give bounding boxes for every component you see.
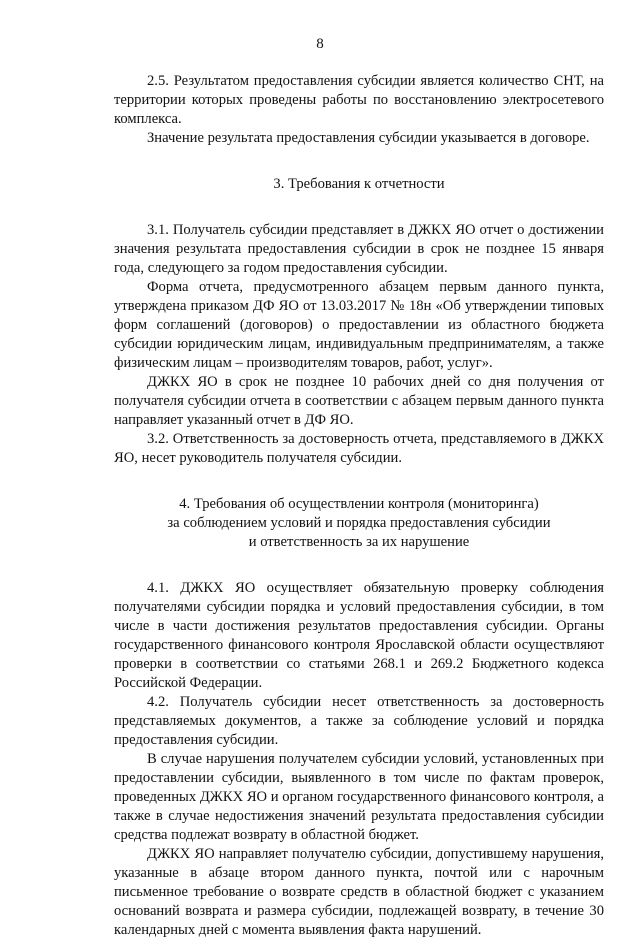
paragraph-3-2: 3.2. Ответственность за достоверность отчета, представляемого в ДЖКХ ЯО, несет руководитель получателя субсидии. [114, 431, 604, 466]
section-heading-4-line-1: 4. Требования об осуществлении контроля (мониторинга) [179, 496, 539, 512]
paragraph-violation: В случае нарушения получателем субсидии условий, установленных при предоставлении субсидии, выявленного в том числе по фактам проверок, проведенных ДЖКХ ЯО и органом государственного финансового контроля, а также в случае недостижения значений результата предоставления субсидии средства подлежат возврату в областной бюджет. [114, 751, 604, 843]
section-heading-4-line-3: и ответственность за их нарушение [248, 534, 470, 550]
section-heading-4-line-2: за соблюдением условий и порядка предоставления субсидии [167, 515, 551, 531]
paragraph-report-forwarding: ДЖКХ ЯО в срок не позднее 10 рабочих дней со дня получения от получателя субсидии отчета в соответствии с абзацем первым данного пункта направляет указанный отчет в ДФ ЯО. [114, 374, 604, 428]
paragraph-report-form: Форма отчета, предусмотренного абзацем первым данного пункта, утверждена приказом ДФ ЯО от 13.03.2017 № 18н «Об утверждении типовых форм соглашений (договоров) о предоставлении из областного бюджета субсидии юридическим лицам, индивидуальным предпринимателям, а также физическим лицам – производителям товаров, работ, услуг». [114, 279, 604, 371]
paragraph-3-1: 3.1. Получатель субсидии представляет в ДЖКХ ЯО отчет о достижении значения результата предоставления субсидии в срок не позднее 15 января года, следующего за годом предоставления субсидии. [114, 222, 604, 276]
paragraph-4-2: 4.2. Получатель субсидии несет ответственность за достоверность представляемых документов, а также за соблюдение условий и порядка предоставления субсидии. [114, 694, 604, 748]
paragraph-4-1: 4.1. ДЖКХ ЯО осуществляет обязательную проверку соблюдения получателями субсидии порядка и условий предоставления субсидии, в том числе в части достижения результатов предоставления субсидии. Органы государственного финансового контроля Ярославской области осуществляют проверки в соответствии со статьями 268.1 и 269.2 Бюджетного кодекса Российской Федерации. [114, 580, 604, 691]
section-heading-3: 3. Требования к отчетности [273, 176, 445, 192]
paragraph-2-5: 2.5. Результатом предоставления субсидии является количество СНТ, на территории которых проведены работы по восстановлению электросетевого комплекса. [114, 73, 604, 127]
paragraph-result-value: Значение результата предоставления субсидии указывается в договоре. [147, 130, 590, 146]
paragraph-refund-demand: ДЖКХ ЯО направляет получателю субсидии, допустившему нарушения, указанные в абзаце втором данного пункта, почтой или с нарочным письменное требование о возврате средств в областной бюджет с указанием оснований возврата и размера субсидии, подлежащей возврату, в течение 30 календарных дней с момента выявления факта нарушений. [114, 846, 604, 938]
document-body [114, 72, 604, 940]
page-number: 8 [316, 36, 324, 52]
section-heading-4 [114, 495, 604, 552]
